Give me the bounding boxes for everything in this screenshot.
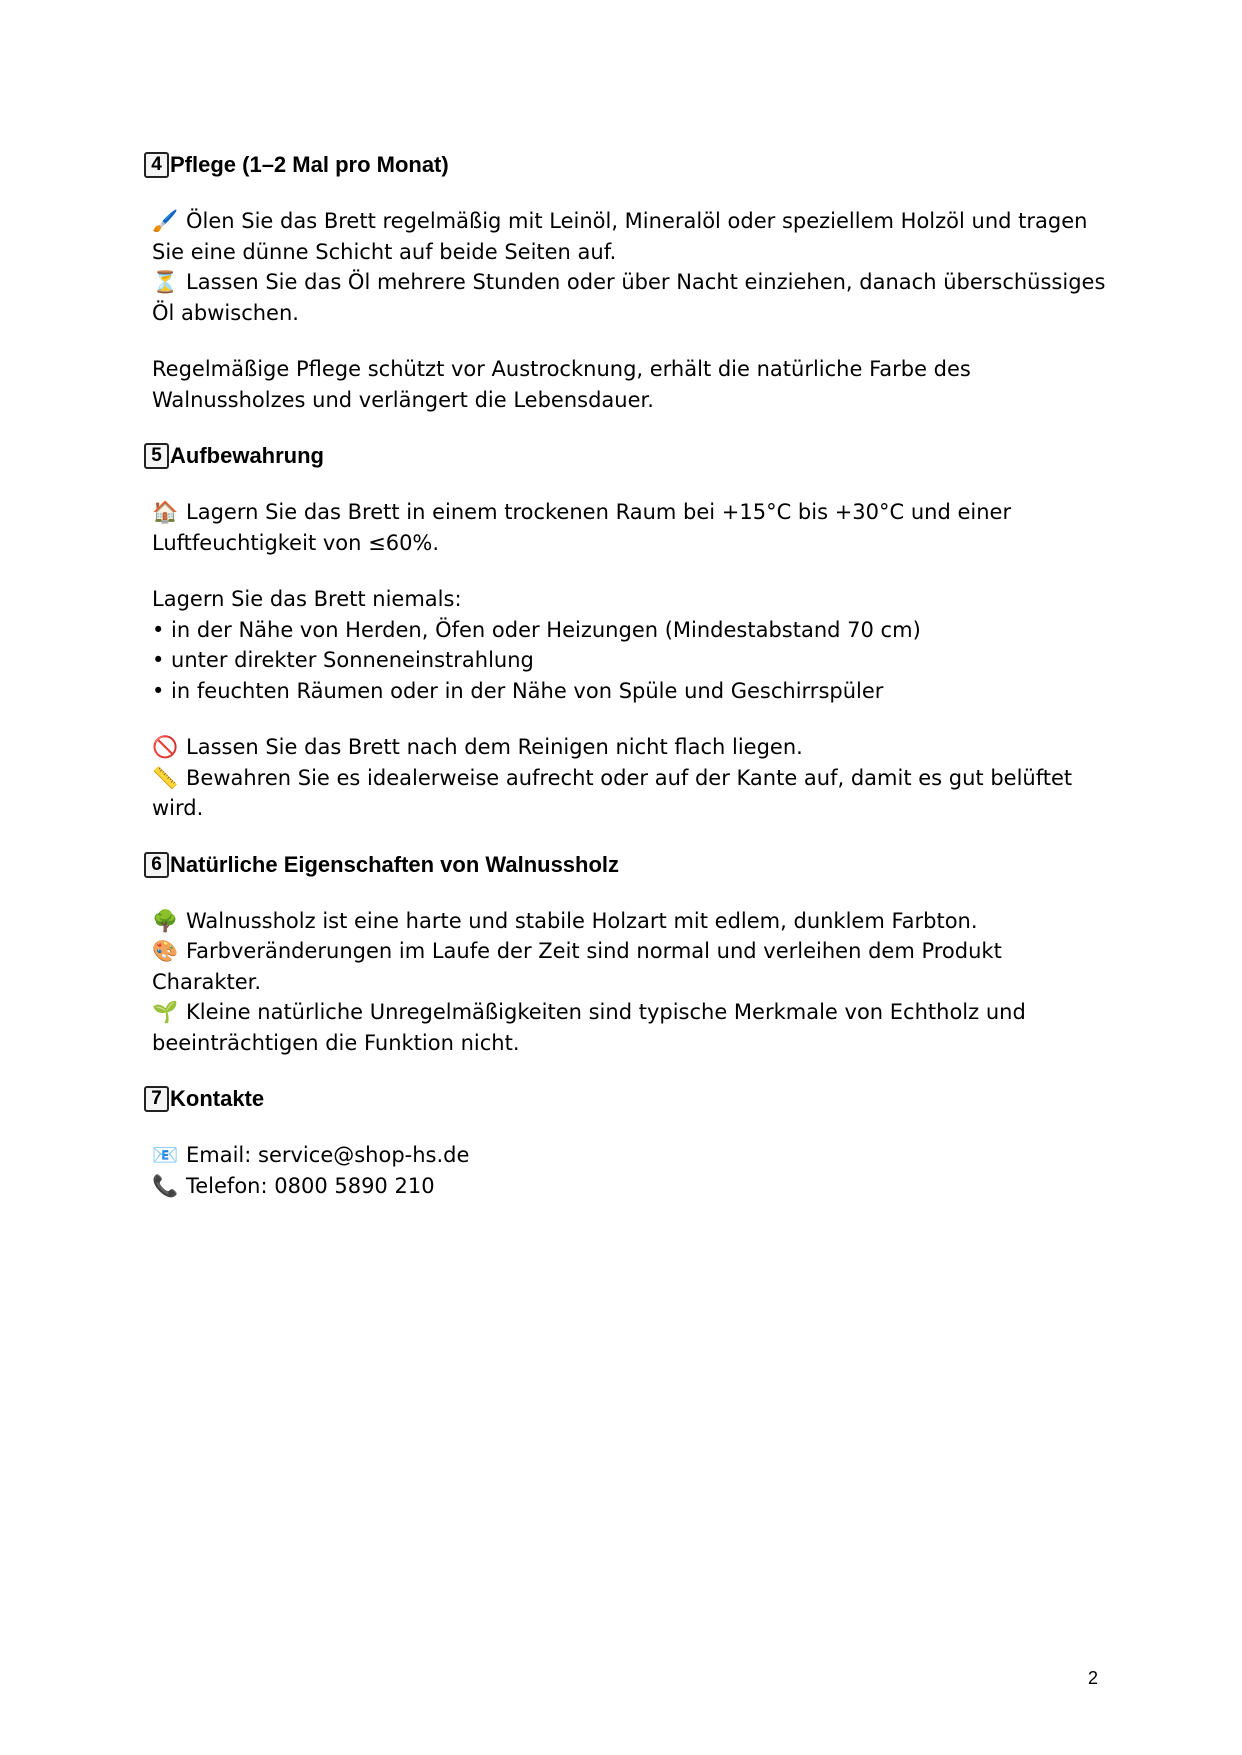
section-number-badge: 6 — [144, 852, 169, 878]
text-line — [152, 267, 1112, 328]
text-line — [152, 732, 1112, 763]
text-line — [152, 497, 1112, 558]
document-body — [152, 150, 1112, 1227]
telephone-icon: 📞 — [152, 1173, 179, 1198]
text-line — [152, 1171, 1112, 1202]
line-text: Ölen Sie das Brett regelmäßig mit Leinöl, Mineralöl oder speziellem Holzöl und tragen Sie eine dünne Schicht auf beide Seiten auf. — [152, 209, 1088, 264]
line-text: Lagern Sie das Brett niemals: — [152, 587, 462, 611]
section-number-badge: 7 — [144, 1086, 169, 1112]
line-text: • in der Nähe von Herden, Öfen oder Heizungen (Mindestabstand 70 cm) — [152, 617, 921, 642]
palette-icon: 🎨 — [152, 939, 179, 963]
line-text: Regelmäßige Pflege schützt vor Austrocknung, erhält die natürliche Farbe des Walnussholzes und verlängert die Lebensdauer. — [152, 357, 971, 412]
section-title: Natürliche Eigenschaften von Walnussholz — [170, 851, 620, 877]
text-line — [152, 1140, 1112, 1171]
text-line — [152, 645, 1112, 676]
paragraph — [152, 906, 1112, 1059]
section-number-badge: 5 — [144, 443, 169, 469]
text-line — [152, 615, 1112, 646]
text-line — [152, 936, 1112, 997]
section-heading-5 — [144, 441, 1112, 471]
line-text: Kleine natürliche Unregelmäßigkeiten sind typische Merkmale von Echtholz und beeinträchtigen die Funktion nicht. — [152, 1000, 1026, 1055]
text-line — [152, 584, 1112, 615]
section-heading-7 — [144, 1084, 1112, 1114]
text-line — [152, 906, 1112, 937]
section-title: Kontakte — [170, 1086, 265, 1111]
line-text: • unter direkter Sonneneinstrahlung — [152, 648, 534, 672]
text-line — [152, 763, 1112, 824]
section-number-badge: 4 — [144, 152, 169, 178]
line-text: Telefon: 0800 5890 210 — [186, 1173, 435, 1198]
section-heading-4 — [144, 150, 1112, 180]
paragraph — [152, 206, 1112, 328]
section-heading-6 — [144, 850, 1112, 880]
tree-icon: 🌳 — [152, 908, 179, 933]
paragraph — [152, 354, 1112, 415]
email-icon: 📧 — [152, 1143, 179, 1167]
prohibited-icon: 🚫 — [152, 735, 179, 759]
paragraph — [152, 732, 1112, 824]
line-text: Farbveränderungen im Laufe der Zeit sind normal und verleihen dem Produkt Charakter. — [152, 939, 1002, 994]
line-text: Lassen Sie das Brett nach dem Reinigen nicht flach liegen. — [186, 735, 803, 759]
section-title: Aufbewahrung — [170, 443, 324, 468]
text-line — [152, 206, 1112, 267]
line-text: Walnussholz ist eine harte und stabile Holzart mit edlem, dunklem Farbton. — [186, 908, 978, 933]
line-text: Lassen Sie das Öl mehrere Stunden oder über Nacht einziehen, danach überschüssiges Öl abwischen. — [152, 270, 1106, 325]
hourglass-icon: ⏳ — [152, 270, 179, 294]
house-icon: 🏠 — [152, 500, 179, 524]
section-title: Pflege (1–2 Mal pro Monat) — [170, 152, 449, 177]
seedling-icon: 🌱 — [152, 1000, 179, 1024]
text-line — [152, 676, 1112, 707]
line-text: Bewahren Sie es idealerweise aufrecht oder auf der Kante auf, damit es gut belüftet wird. — [152, 765, 1073, 820]
text-line — [152, 354, 1112, 415]
line-text[interactable]: Email: service@shop-hs.de — [186, 1143, 470, 1167]
paragraph — [152, 497, 1112, 558]
line-text: • in feuchten Räumen oder in der Nähe von Spüle und Geschirrspüler — [152, 678, 884, 703]
paintbrush-icon: 🖌️ — [152, 209, 179, 233]
ruler-icon: 📏 — [152, 765, 179, 790]
paragraph — [152, 1140, 1112, 1201]
page-number: 2 — [1087, 1668, 1098, 1688]
paragraph — [152, 584, 1112, 706]
line-text: Lagern Sie das Brett in einem trockenen Raum bei +15°C bis +30°C und einer Luftfeuchtigkeit von ≤60%. — [152, 500, 1012, 555]
text-line — [152, 997, 1112, 1058]
